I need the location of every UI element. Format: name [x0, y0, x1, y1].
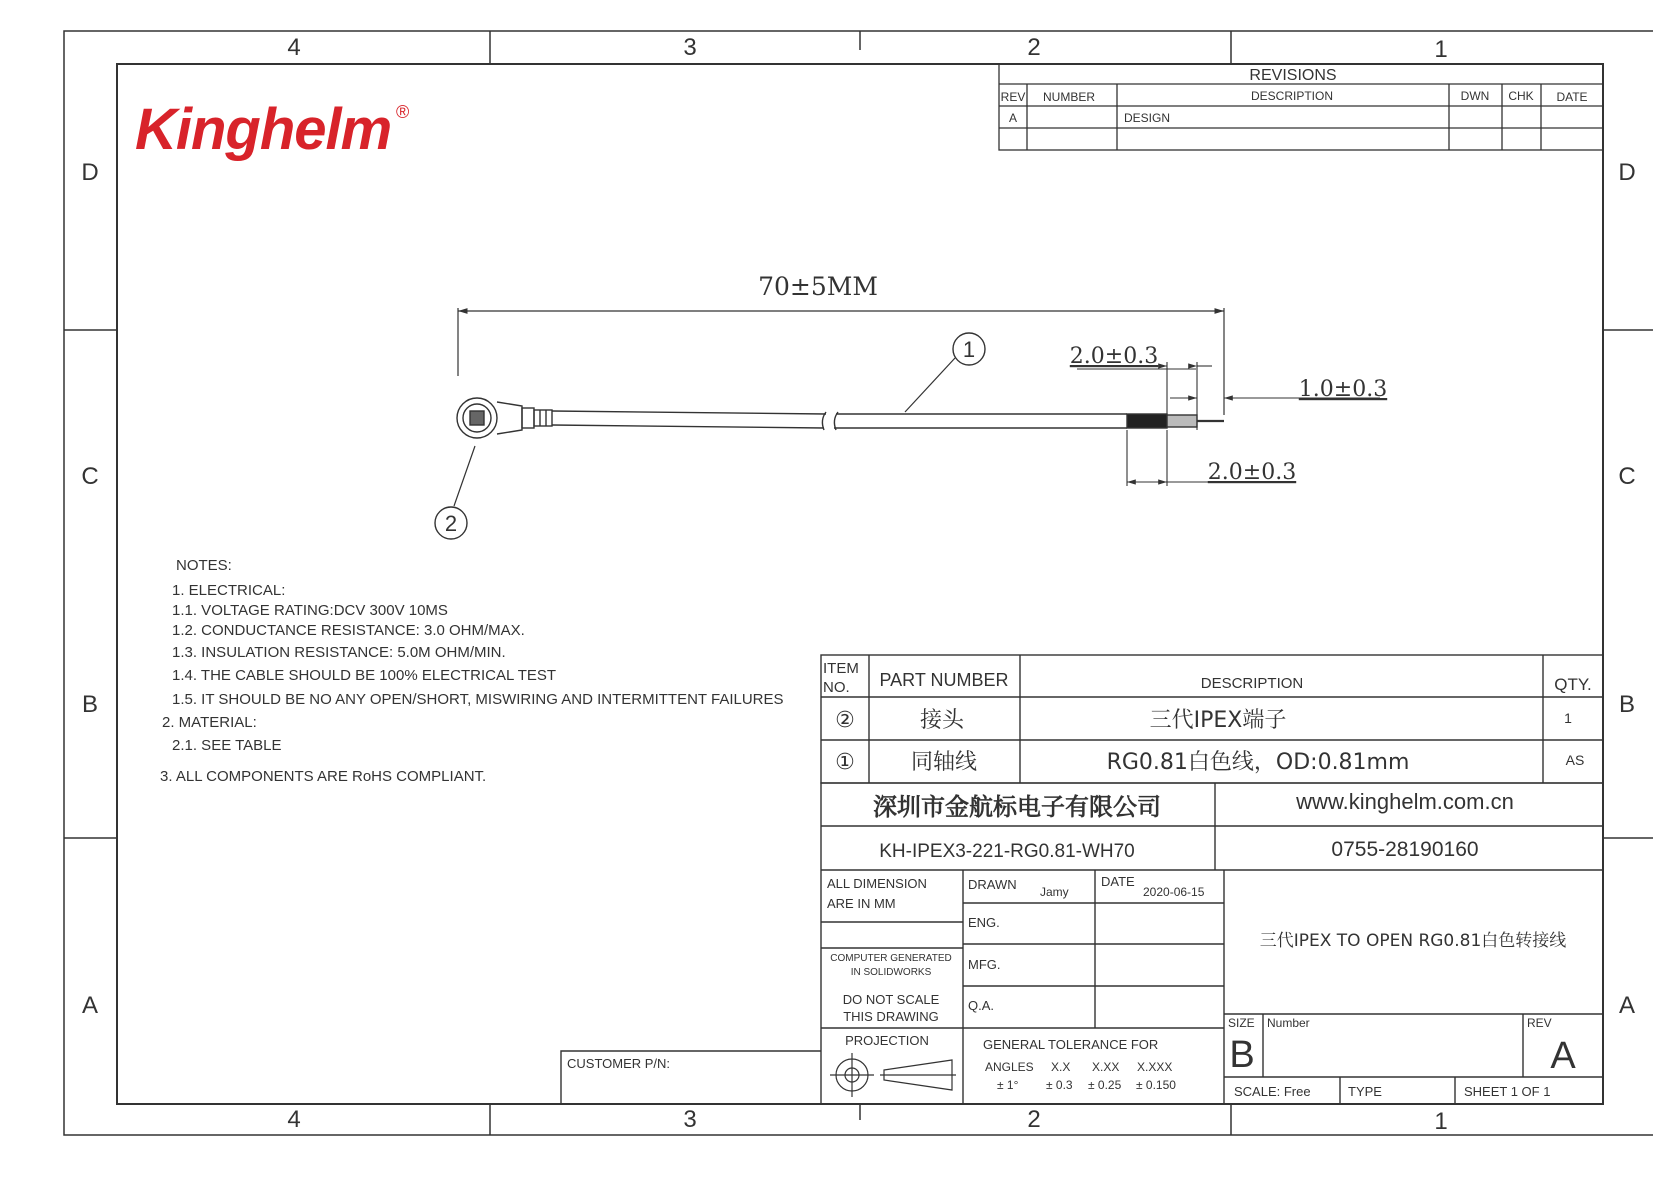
tolerance-x-header: X.X	[1051, 1060, 1071, 1074]
tolerance-xxx-value: ± 0.150	[1136, 1078, 1176, 1092]
all-dimension-line2: ARE IN MM	[827, 896, 896, 911]
zone-row-right-b: B	[1618, 691, 1636, 718]
note-line: 2.1. SEE TABLE	[172, 737, 282, 754]
type-label: TYPE	[1348, 1084, 1382, 1099]
sheet-size: B	[1229, 1034, 1255, 1076]
zone-row-right-c: C	[1618, 463, 1636, 490]
third-angle-projection-icon	[830, 1053, 956, 1097]
bom-row-part: 同轴线	[910, 750, 978, 775]
logo-wordmark: Kinghelm	[135, 97, 392, 162]
tolerance-title: GENERAL TOLERANCE FOR	[983, 1037, 1159, 1052]
rev-header-date: DATE	[1556, 90, 1588, 104]
do-not-scale-line2: THIS DRAWING	[843, 1009, 939, 1024]
rev-header-rev: REV	[1000, 90, 1026, 104]
rev-row-rev: A	[1008, 111, 1018, 125]
kinghelm-logo	[135, 97, 409, 162]
scale-label: SCALE: Free	[1234, 1084, 1311, 1099]
computer-generated-line1: COMPUTER GENERATED	[830, 953, 952, 964]
title-block	[821, 783, 1603, 1104]
zone-col-top-3: 3	[683, 34, 697, 61]
note-line: 1. ELECTRICAL:	[172, 582, 286, 599]
revisions-table	[999, 64, 1603, 150]
strip-dimension-a: 2.0±0.3	[1069, 344, 1159, 369]
mfg-label: MFG.	[968, 957, 1001, 972]
zone-col-bottom-4: 4	[287, 1106, 301, 1133]
zone-row-left-a: A	[81, 992, 99, 1019]
drawn-by: Jamy	[1040, 885, 1069, 899]
rev-header-dwn: DWN	[1460, 89, 1490, 103]
zone-row-left-b: B	[81, 691, 99, 718]
bom-row-item: ①	[835, 750, 855, 775]
tolerance-angles-header: ANGLES	[985, 1060, 1034, 1074]
coaxial-cable	[552, 411, 1224, 430]
customer-pn-box	[561, 1051, 821, 1104]
tolerance-x-value: ± 0.3	[1046, 1078, 1073, 1092]
tolerance-angles-value: ± 1°	[997, 1078, 1019, 1092]
note-line: 3. ALL COMPONENTS ARE RoHS COMPLIANT.	[160, 768, 487, 785]
zone-col-top-1: 1	[1434, 36, 1448, 63]
zone-col-bottom-1: 1	[1434, 1108, 1448, 1135]
zone-row-left-d: D	[81, 159, 99, 186]
balloon-item-2	[435, 446, 475, 539]
zone-row-right-a: A	[1618, 992, 1636, 1019]
zone-col-top-2: 2	[1027, 34, 1041, 61]
rev-header-description: DESCRIPTION	[1250, 89, 1334, 103]
bom-header-qty: QTY.	[1554, 675, 1592, 694]
bom-header-part: PART NUMBER	[879, 670, 1009, 690]
note-line: 1.5. IT SHOULD BE NO ANY OPEN/SHORT, MISWIRING AND INTERMITTENT FAILURES	[172, 691, 784, 708]
do-not-scale-line1: DO NOT SCALE	[842, 992, 940, 1007]
tolerance-xx-value: ± 0.25	[1088, 1078, 1122, 1092]
bom-row-part: 接头	[919, 708, 965, 733]
bom-header-item-line1: ITEM	[823, 660, 859, 677]
projection-label: PROJECTION	[845, 1033, 929, 1048]
rev-header-number: NUMBER	[1042, 90, 1096, 104]
notes-title: NOTES:	[176, 557, 232, 574]
size-label: SIZE	[1228, 1016, 1255, 1030]
balloon-item-1	[905, 333, 985, 412]
logo-registered-mark: ®	[396, 102, 410, 122]
note-line: 1.3. INSULATION RESISTANCE: 5.0M OHM/MIN.	[172, 644, 506, 661]
all-dimension-line1: ALL DIMENSION	[827, 876, 927, 891]
rev-row-description: DESIGN	[1124, 111, 1171, 125]
note-line: 1.2. CONDUCTANCE RESISTANCE: 3.0 OHM/MAX.	[172, 622, 525, 639]
qa-label: Q.A.	[968, 998, 995, 1013]
zone-col-top-4: 4	[287, 34, 301, 61]
customer-pn-label: CUSTOMER P/N:	[567, 1056, 671, 1071]
bom-row-description: 三代IPEX端子	[1149, 708, 1287, 733]
bom-header-item-line2: NO.	[823, 679, 850, 696]
tolerance-xx-header: X.XX	[1092, 1060, 1120, 1074]
overall-length-label: 70±5MM	[758, 272, 878, 301]
sheet-count: SHEET 1 OF 1	[1464, 1084, 1551, 1099]
drawing-title: 三代IPEX TO OPEN RG0.81白色转接线	[1259, 931, 1567, 951]
bom-row-qty: AS	[1565, 752, 1585, 768]
bom-row-cable	[835, 750, 1584, 775]
rev-label: REV	[1527, 1016, 1552, 1030]
note-line: 2. MATERIAL:	[162, 714, 257, 731]
note-line: 1.1. VOLTAGE RATING:DCV 300V 10MS	[172, 602, 448, 619]
note-line: 1.4. THE CABLE SHOULD BE 100% ELECTRICAL TEST	[172, 667, 557, 684]
bom-row-item: ②	[835, 708, 855, 733]
zone-col-bottom-3: 3	[683, 1106, 697, 1133]
rev-header-chk: CHK	[1508, 89, 1534, 103]
company-website: www.kinghelm.com.cn	[1296, 789, 1514, 814]
strip-dimension-c: 2.0±0.3	[1207, 460, 1297, 485]
date-label: DATE	[1101, 874, 1135, 889]
bill-of-materials	[821, 655, 1603, 783]
company-name: 深圳市金航标电子有限公司	[873, 793, 1161, 821]
notes-block	[160, 557, 784, 785]
bom-row-connector	[835, 708, 1572, 733]
strip-dimension-b: 1.0±0.3	[1298, 377, 1388, 402]
zone-col-bottom-2: 2	[1027, 1106, 1041, 1133]
balloon-item-1-number: 1	[962, 337, 976, 362]
bom-row-description: RG0.81白色线，OD:0.81mm	[1106, 750, 1410, 775]
number-label: Number	[1267, 1016, 1310, 1030]
bom-header-description: DESCRIPTION	[1200, 675, 1304, 692]
revision-letter: A	[1550, 1035, 1576, 1077]
revisions-title: REVISIONS	[1249, 67, 1337, 84]
eng-label: ENG.	[968, 915, 1000, 930]
zone-row-right-d: D	[1618, 159, 1636, 186]
bom-row-qty: 1	[1564, 710, 1572, 726]
zone-row-left-c: C	[81, 463, 99, 490]
balloon-item-2-number: 2	[444, 511, 458, 536]
drawing-date: 2020-06-15	[1143, 885, 1205, 899]
ipex-connector	[457, 398, 552, 438]
drawn-label: DRAWN	[968, 877, 1017, 892]
computer-generated-line2: IN SOLIDWORKS	[850, 967, 932, 978]
cable-assembly-drawing	[435, 272, 1387, 539]
tolerance-xxx-header: X.XXX	[1137, 1060, 1173, 1074]
drawing-part-number: KH-IPEX3-221-RG0.81-WH70	[879, 841, 1135, 862]
company-phone: 0755-28190160	[1331, 838, 1479, 861]
